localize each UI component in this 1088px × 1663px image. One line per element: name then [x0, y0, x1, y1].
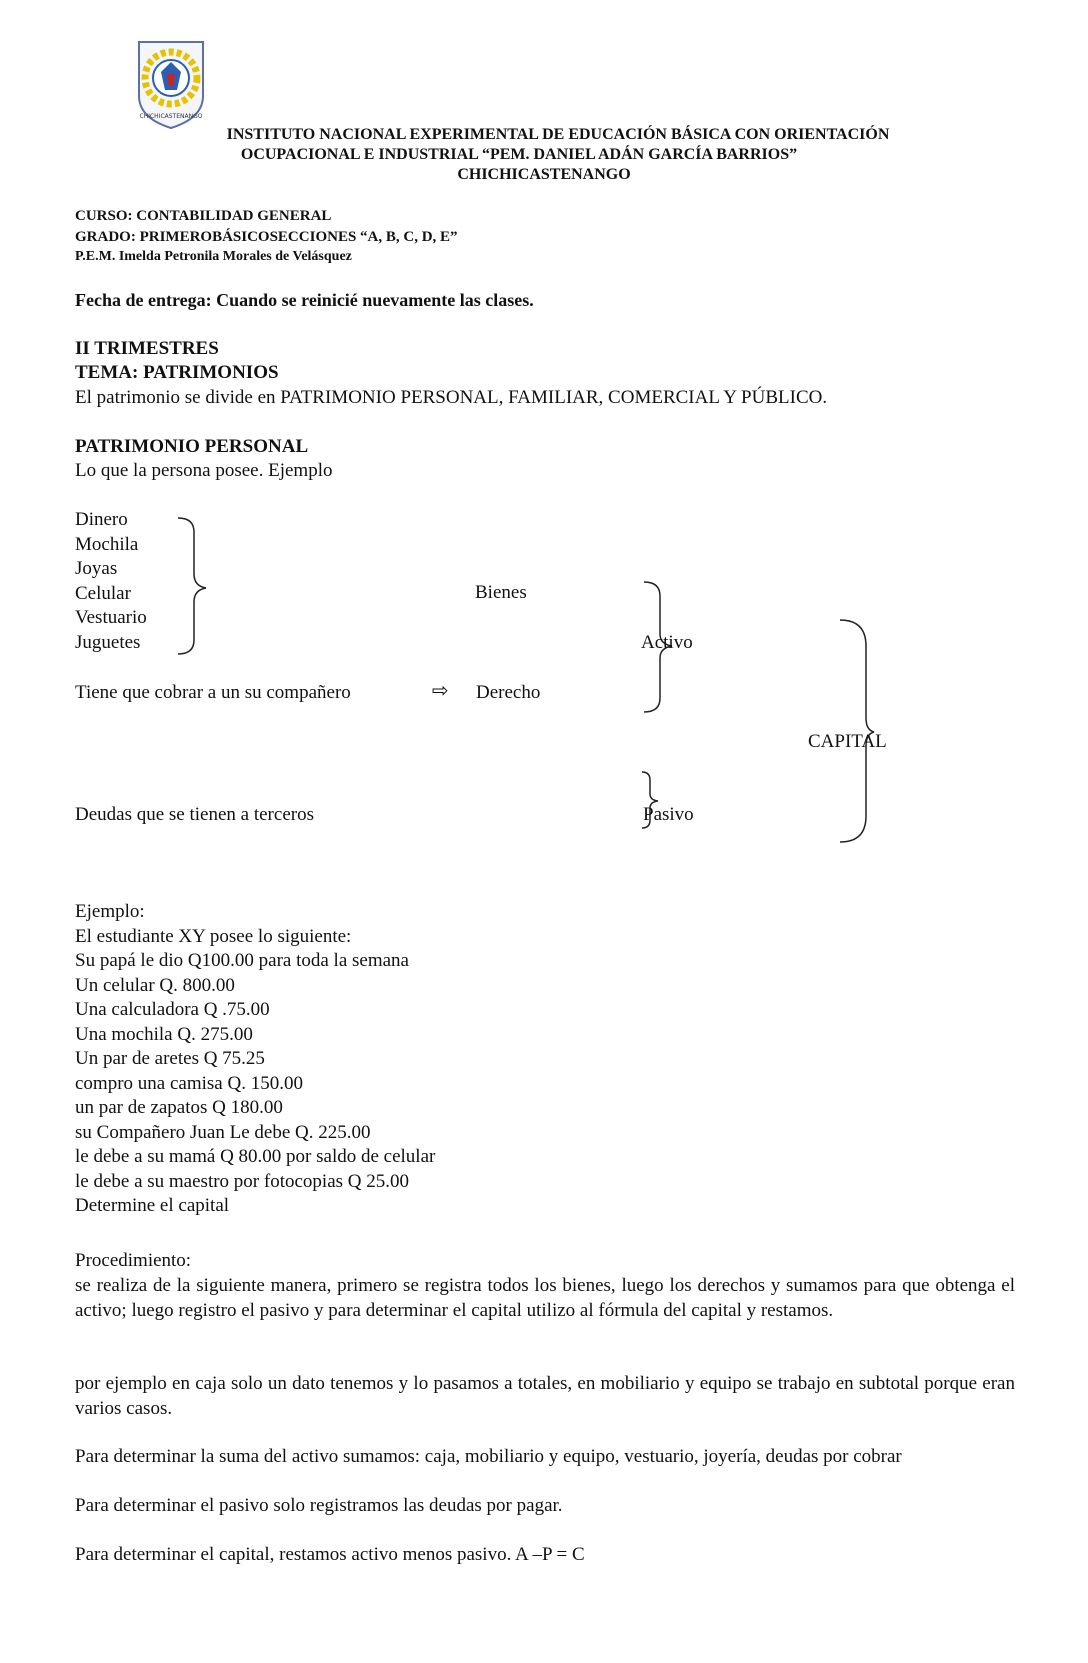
list-item: Una mochila Q. 275.00: [75, 1023, 253, 1045]
procedure-title: Procedimiento:: [75, 1250, 192, 1271]
procedure-paragraph-1: se realiza de la siguiente manera, primero se registra todos los bienes, luego los derechos y sumamos para que obtenga el activo; luego registro el pasivo y para determinar el capital utilizo al fórmula del capital y restamos.: [75, 1275, 1015, 1321]
example-list: [75, 900, 435, 1219]
list-item: Celular: [75, 582, 131, 604]
school-logo: [133, 38, 209, 130]
pasivo-label: Pasivo: [643, 804, 694, 825]
capital-label: CAPITAL: [808, 731, 887, 752]
teacher-label: P.E.M. Imelda Petronila Morales de Velásquez: [75, 249, 352, 264]
procedure-paragraph-5: Para determinar el capital, restamos activo menos pasivo. A –P = C: [75, 1544, 585, 1565]
header-line-3: CHICHICASTENANGO: [457, 166, 631, 183]
due-date: Fecha de entrega: Cuando se reinicié nuevamente las clases.: [75, 290, 534, 310]
topic-title: TEMA: PATRIMONIOS: [75, 362, 279, 383]
list-item: su Compañero Juan Le debe Q. 225.00: [75, 1121, 371, 1143]
bienes-label: Bienes: [475, 582, 527, 603]
items-brace: [176, 516, 216, 656]
list-item: Dinero: [75, 509, 128, 530]
course-label: CURSO: CONTABILIDAD GENERAL: [75, 208, 332, 224]
list-item: Un celular Q. 800.00: [75, 974, 235, 996]
list-item: le debe a su maestro por fotocopias Q 25.00: [75, 1170, 409, 1192]
list-item: compro una camisa Q. 150.00: [75, 1072, 303, 1094]
header-line-2: OCUPACIONAL E INDUSTRIAL “PEM. DANIEL ADÁN GARCÍA BARRIOS”: [240, 146, 798, 163]
procedure-paragraph-3: Para determinar la suma del activo sumamos: caja, mobiliario y equipo, vestuario, joyería, deudas por cobrar: [75, 1446, 902, 1467]
list-item: un par de zapatos Q 180.00: [75, 1097, 283, 1118]
list-item: Su papá le dio Q100.00 para toda la semana: [75, 950, 409, 971]
list-item: Una calculadora Q .75.00: [75, 999, 270, 1020]
procedure-paragraph-2: por ejemplo en caja solo un dato tenemos y lo pasamos a totales, en mobiliario y equipo se trabajo en subtotal porque eran varios casos.: [75, 1373, 1015, 1419]
activo-label: Activo: [641, 632, 693, 653]
list-item: El estudiante XY posee lo siguiente:: [75, 925, 352, 947]
asset-items: [75, 508, 147, 655]
list-item: Determine el capital: [75, 1195, 230, 1216]
list-item: Un par de aretes Q 75.25: [75, 1048, 265, 1069]
personal-title: PATRIMONIO PERSONAL: [75, 436, 309, 457]
list-item: Mochila: [75, 533, 139, 555]
deudas-text: Deudas que se tienen a terceros: [75, 804, 314, 825]
arrow-icon: ⇨: [432, 678, 449, 702]
header-line-1: INSTITUTO NACIONAL EXPERIMENTAL DE EDUCACIÓN BÁSICA CON ORIENTACIÓN: [226, 126, 890, 143]
trimester-title: II TRIMESTRES: [75, 338, 219, 359]
derecho-label: Derecho: [476, 682, 541, 703]
list-item: Ejemplo:: [75, 901, 145, 922]
list-item: Juguetes: [75, 631, 141, 653]
list-item: le debe a su mamá Q 80.00 por saldo de celular: [75, 1146, 436, 1167]
intro-text: El patrimonio se divide en PATRIMONIO PERSONAL, FAMILIAR, COMERCIAL Y PÚBLICO.: [75, 387, 828, 408]
grade-label: GRADO: PRIMEROBÁSICOSECCIONES “A, B, C, D, E”: [75, 229, 458, 245]
procedure-paragraph-4: Para determinar el pasivo solo registramos las deudas por pagar.: [75, 1495, 563, 1516]
list-item: Vestuario: [75, 607, 147, 628]
cobrar-text: Tiene que cobrar a un su compañero: [75, 682, 351, 703]
list-item: Joyas: [75, 558, 118, 579]
personal-subtitle: Lo que la persona posee. Ejemplo: [75, 460, 333, 481]
logo-text: CHICHICASTENANGO: [139, 113, 203, 120]
